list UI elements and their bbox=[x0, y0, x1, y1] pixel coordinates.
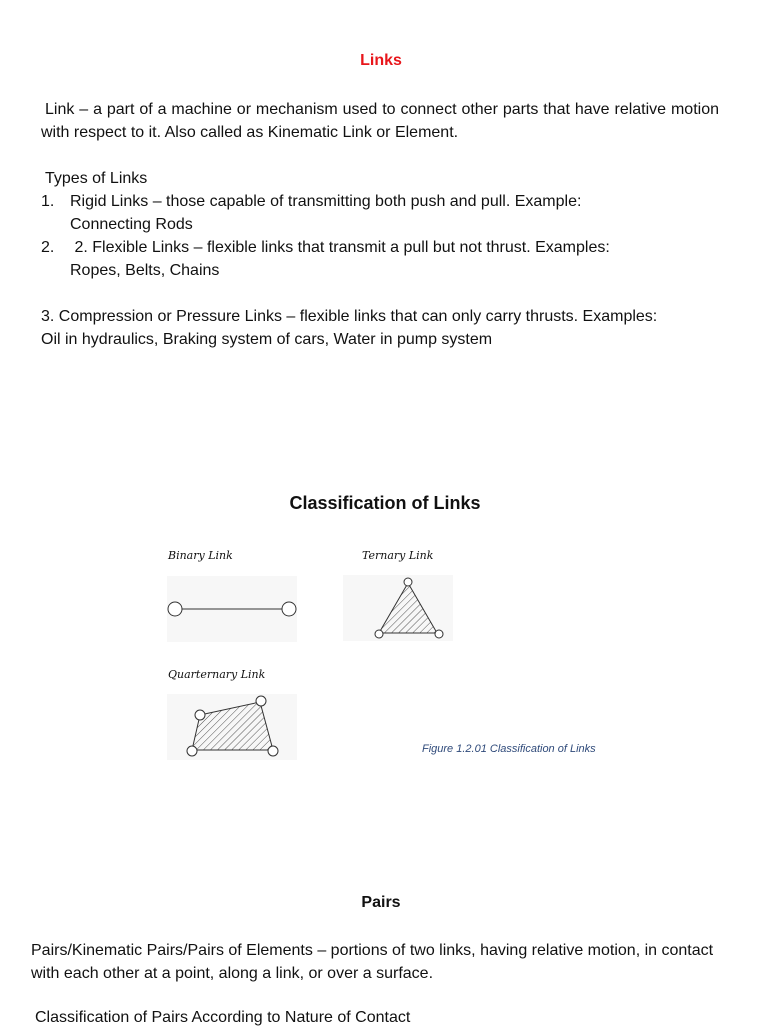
link-definition bbox=[41, 98, 719, 144]
pairs-definition: Pairs/Kinematic Pairs/Pairs of Elements – portions of two links, having relative motion, in contact with each other at a point, along a link, or over a surface. bbox=[31, 942, 714, 982]
quarternary-link-diagram bbox=[167, 694, 297, 760]
list-item-line2: Ropes, Belts, Chains bbox=[70, 262, 220, 279]
link-definition-text: Link – a part of a machine or mechanism used to connect other parts that have relative motion with respect to it. Also called as Kinematic Link or Element. bbox=[41, 101, 719, 141]
pairs-classification-heading: Classification of Pairs According to Nature of Contact bbox=[35, 1009, 411, 1026]
classification-heading: Classification of Links bbox=[289, 493, 481, 513]
binary-joint-right bbox=[282, 602, 296, 616]
item3-line2: Oil in hydraulics, Braking system of cars, Water in pump system bbox=[41, 331, 493, 348]
ternary-link-diagram bbox=[343, 575, 453, 641]
types-of-links-heading: Types of Links bbox=[45, 170, 148, 187]
binary-joint-left bbox=[168, 602, 182, 616]
list-number: 2. bbox=[41, 239, 55, 256]
quarternary-link-label: Quarternary Link bbox=[168, 668, 266, 681]
list-item bbox=[41, 190, 731, 236]
links-list bbox=[41, 190, 731, 282]
list-number: 1. bbox=[41, 193, 55, 210]
list-item bbox=[41, 236, 731, 282]
pairs-title: Pairs bbox=[361, 894, 401, 911]
binary-link-diagram bbox=[167, 576, 297, 642]
quarternary-joint-bottom-left bbox=[187, 746, 197, 756]
item3-line1: 3. Compression or Pressure Links – flexible links that can only carry thrusts. Examples: bbox=[41, 308, 658, 325]
list-item-line1: Rigid Links – those capable of transmitting both push and pull. Example: bbox=[70, 193, 582, 210]
links-title: Links bbox=[360, 52, 402, 69]
ternary-joint-left bbox=[375, 630, 383, 638]
ternary-joint-top bbox=[404, 578, 412, 586]
quarternary-joint-top-right bbox=[256, 696, 266, 706]
binary-link-label: Binary Link bbox=[168, 549, 233, 562]
figure-caption: Figure 1.2.01 Classification of Links bbox=[422, 743, 596, 755]
list-item-line1: 2. Flexible Links – flexible links that transmit a pull but not thrust. Examples: bbox=[70, 239, 610, 256]
ternary-link-label: Ternary Link bbox=[362, 549, 434, 562]
quarternary-joint-bottom-right bbox=[268, 746, 278, 756]
ternary-joint-right bbox=[435, 630, 443, 638]
list-item-line2: Connecting Rods bbox=[70, 216, 193, 233]
quarternary-joint-top-left bbox=[195, 710, 205, 720]
